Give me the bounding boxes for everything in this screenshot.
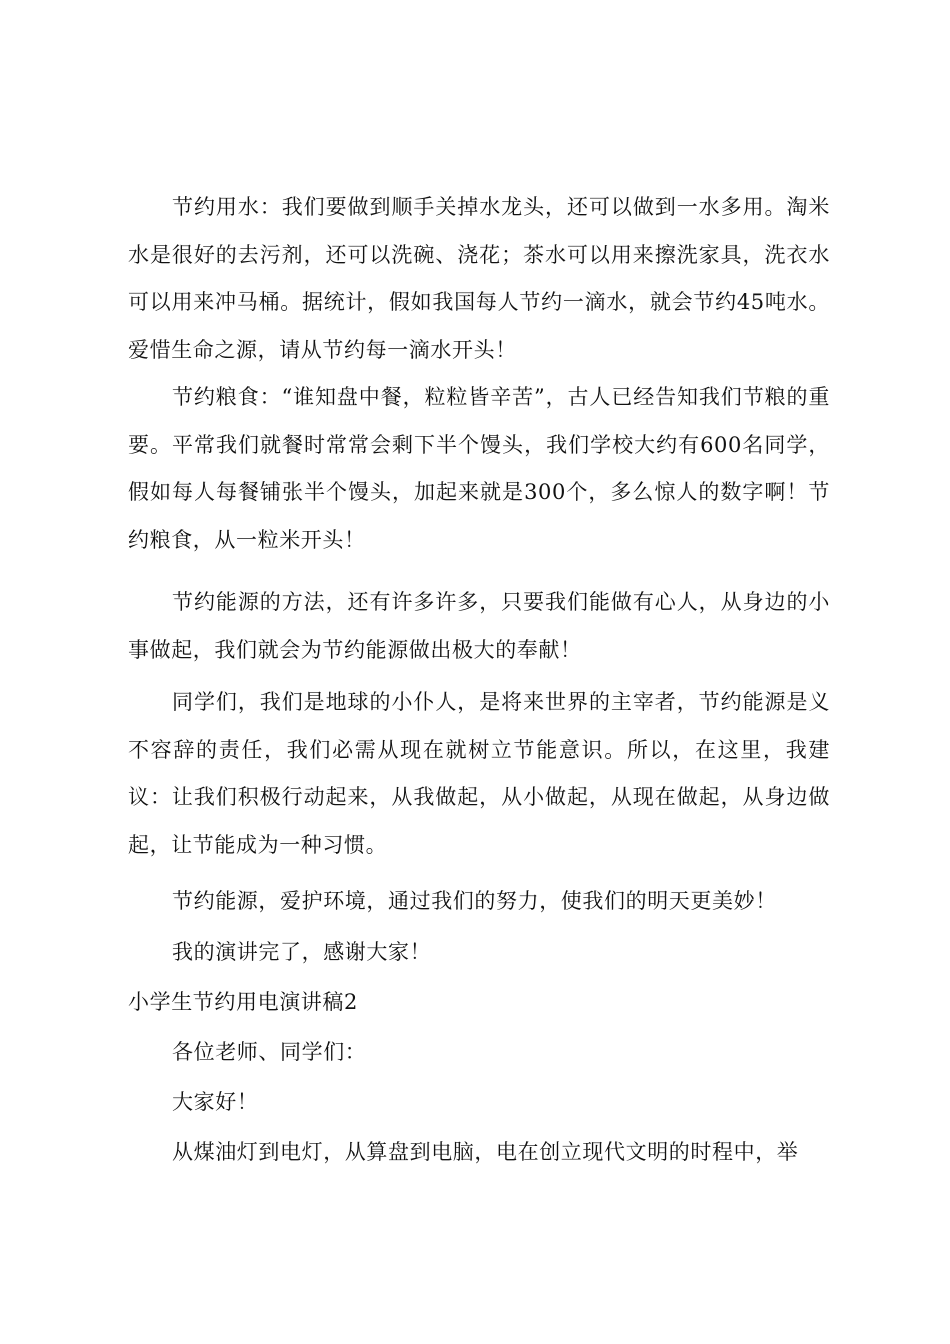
greeting: 各位老师、同学们： — [172, 1040, 367, 1064]
paragraph-opening: 从煤油灯到电灯，从算盘到电脑，电在创立现代文明的时程中，举 — [172, 1140, 799, 1164]
paragraph-energy-methods: 节约能源的方法，还有许多许多，只要我们能做有心人，从身边的小事做起，我们就会为节约能源做出极大的奉献！ — [128, 590, 830, 662]
paragraph-environment: 节约能源，爱护环境，通过我们的努力，使我们的明天更美妙！ — [172, 889, 777, 913]
paragraph-food: 节约粮食：“谁知盘中餐，粒粒皆辛苦”，古人已经告知我们节粮的重要。平常我们就餐时常常会剩下半个馒头，我们学校大约有600名同学，假如每人每餐铺张半个馒头，加起来就是300个，多么惊人的数字啊！节约粮食，从一粒米开头！ — [128, 385, 830, 552]
paragraph-water: 节约用水：我们要做到顺手关掉水龙头，还可以做到一水多用。淘米水是很好的去污剂，还可以洗碗、浇花；茶水可以用来擦洗家具，洗衣水可以用来冲马桶。据统计，假如我国每人节约一滴水，就会节约45吨水。爱惜生命之源，请从节约每一滴水开头！ — [128, 195, 830, 362]
section-title: 小学生节约用电演讲稿2 — [128, 990, 358, 1014]
paragraph-closing: 我的演讲完了，感谢大家！ — [172, 940, 432, 964]
hello: 大家好！ — [172, 1090, 259, 1114]
paragraph-responsibility: 同学们，我们是地球的小仆人，是将来世界的主宰者，节约能源是义不容辞的责任，我们必需从现在就树立节能意识。所以，在这里，我建议：让我们积极行动起来，从我做起，从小做起，从现在做起，从身边做起，让节能成为一种习惯。 — [128, 690, 830, 857]
